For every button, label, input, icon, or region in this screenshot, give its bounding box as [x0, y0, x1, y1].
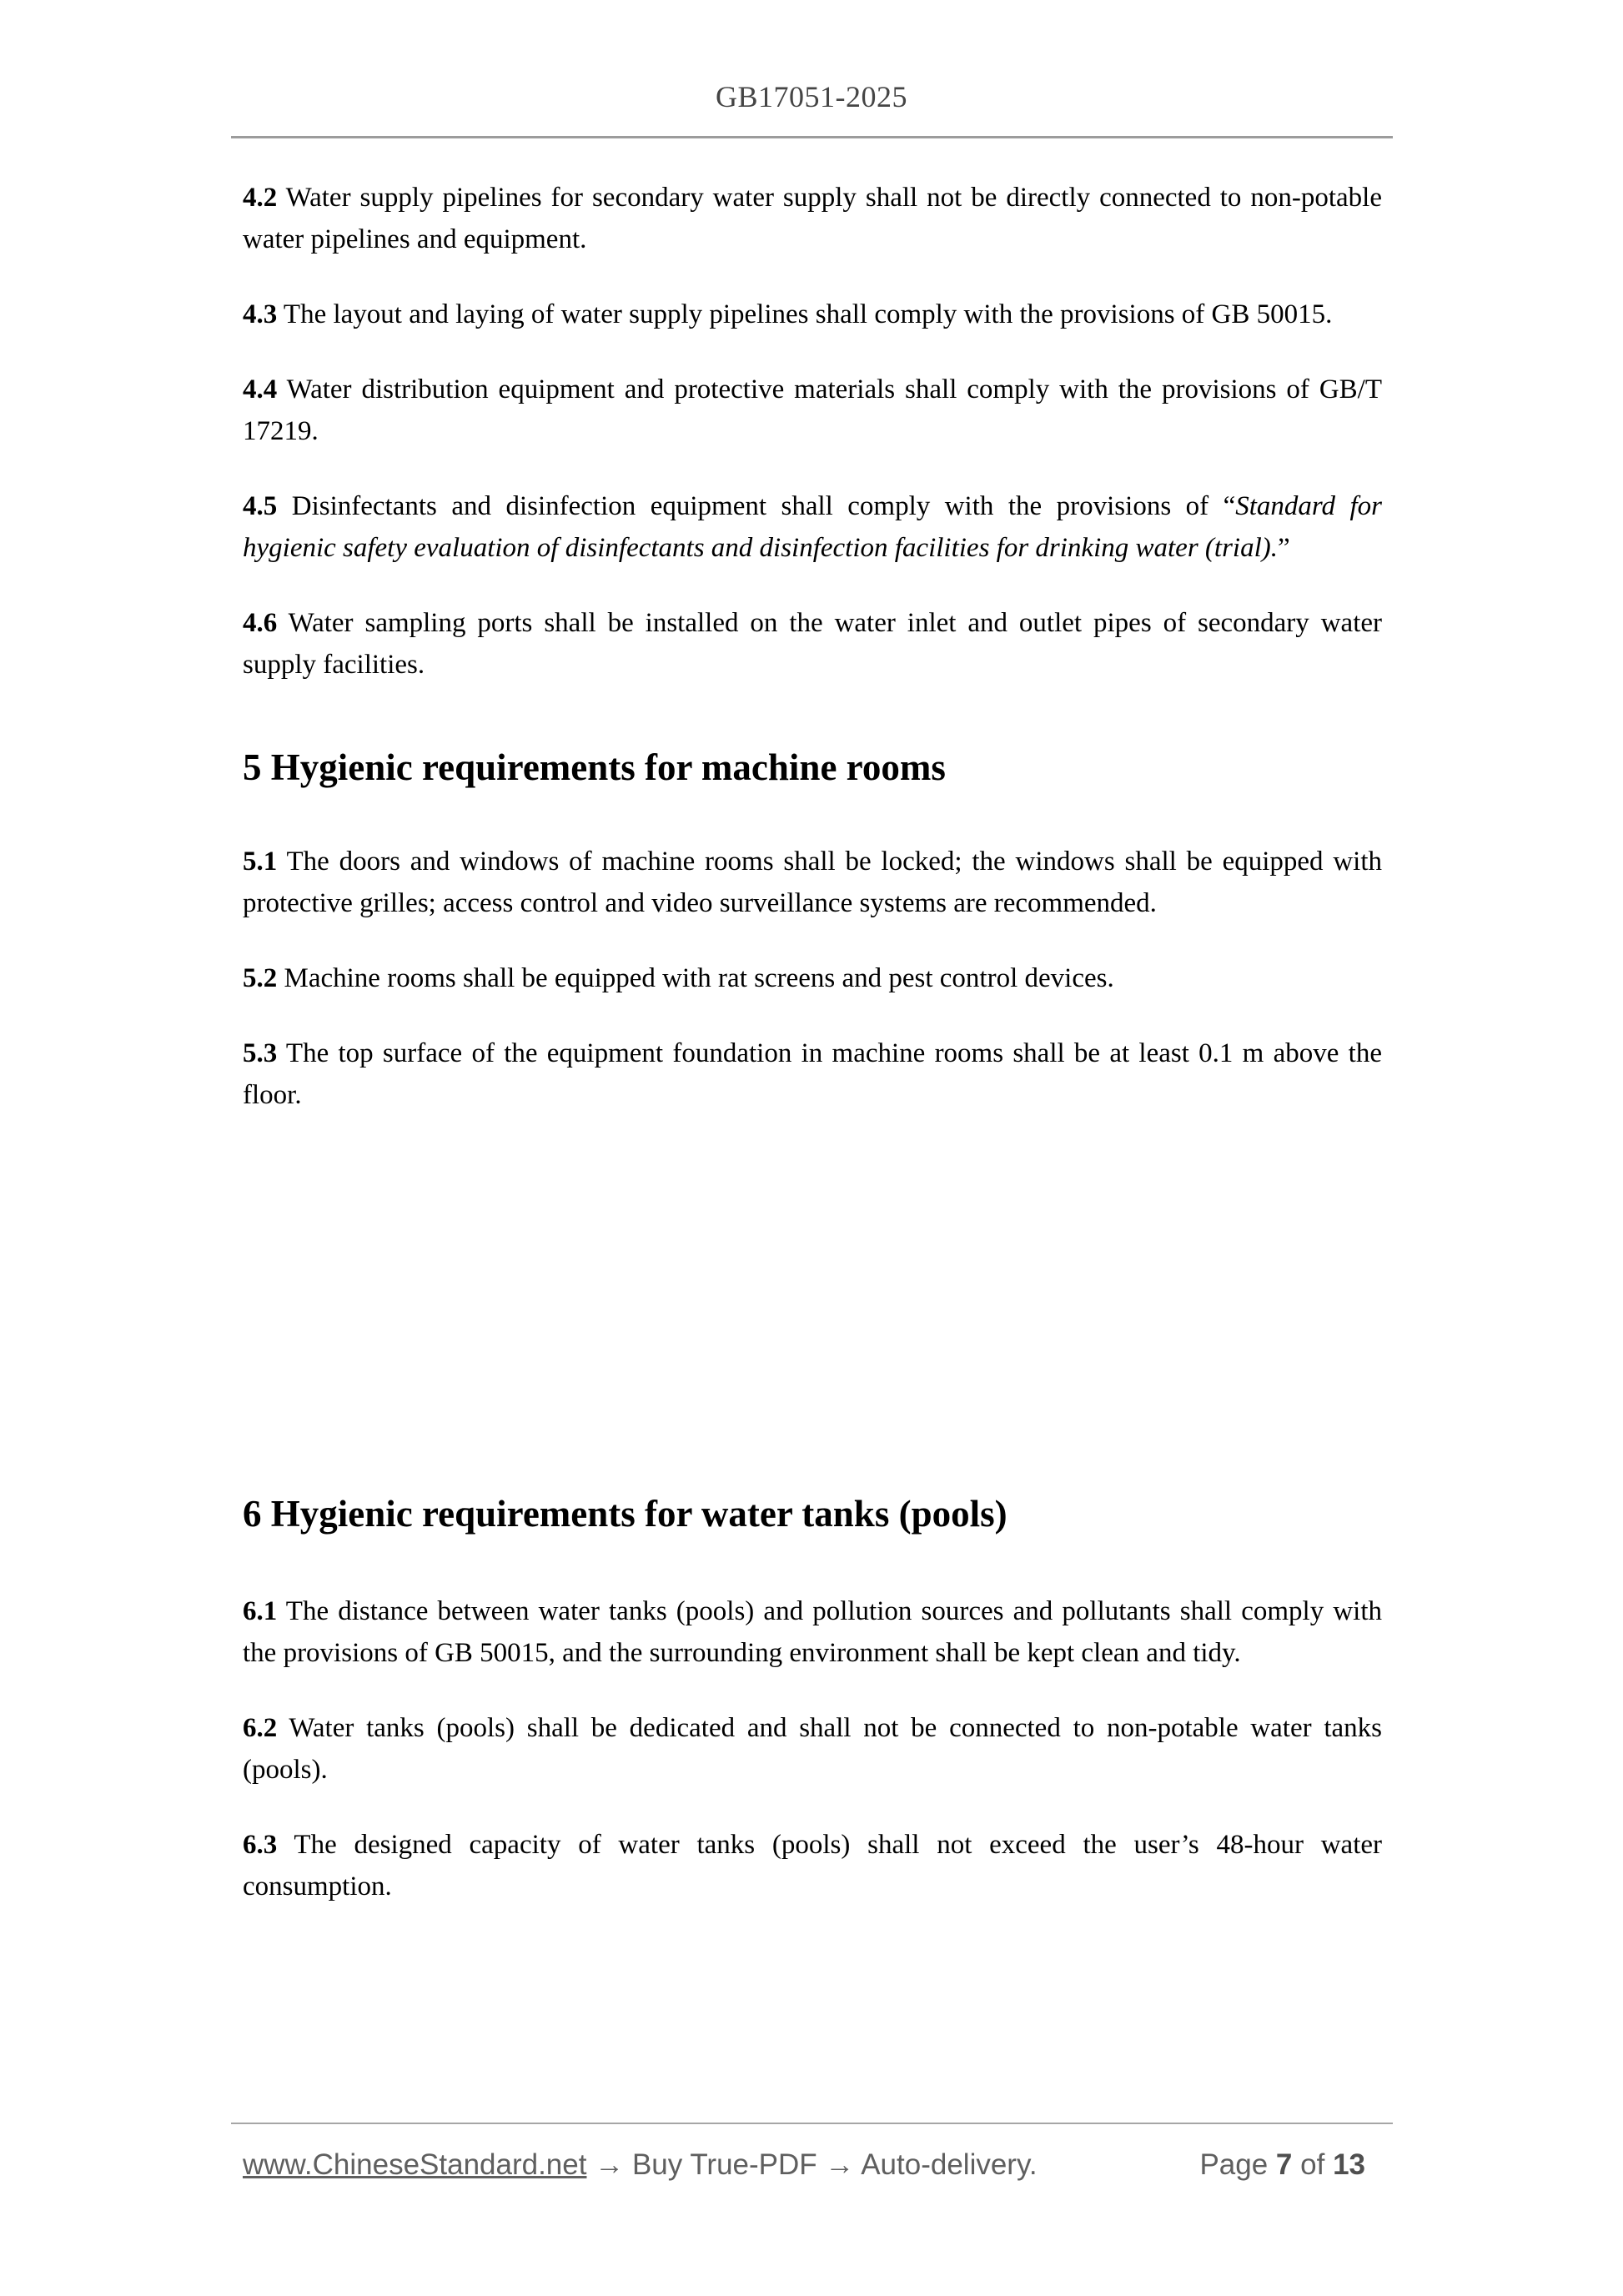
clause-text: The distance between water tanks (pools) and pollution sources and pollutants shall comply with the provisions of GB 50015, and the surrounding environment shall be kept clean and tidy.: [243, 1596, 1382, 1668]
clause-number: 4.3: [243, 299, 278, 329]
clause-number: 6.3: [243, 1830, 278, 1860]
clause-text: The top surface of the equipment foundation in machine rooms shall be at least 0.1 m above the floor.: [243, 1038, 1382, 1110]
clause-5-3: [243, 1032, 1382, 1116]
footer-buy-text: Buy True-PDF: [631, 2148, 817, 2181]
page-number-total: 13: [1333, 2148, 1365, 2181]
page-label: Page: [1199, 2148, 1269, 2181]
clause-5-1: [243, 841, 1382, 924]
clause-number: 4.4: [243, 374, 278, 404]
clause-4-2: [243, 177, 1382, 260]
clause-text: Water distribution equipment and protective materials shall comply with the provisions of GB/T 17219.: [243, 374, 1383, 446]
clause-5-2: [243, 957, 1382, 999]
clause-number: 5.1: [243, 847, 278, 877]
clause-text: Machine rooms shall be equipped with rat screens and pest control devices.: [284, 963, 1114, 993]
page-indicator: [1199, 2147, 1382, 2183]
clause-text: Water tanks (pools) shall be dedicated and shall not be connected to non-potable water tanks (pools).: [243, 1713, 1383, 1785]
clause-number: 5.2: [243, 963, 278, 993]
footer-divider-line: [231, 2123, 1393, 2124]
arrow-right-icon: →: [825, 2148, 855, 2181]
clause-number: 4.2: [243, 183, 278, 213]
clause-number: 4.6: [243, 608, 278, 638]
clause-number: 6.2: [243, 1713, 278, 1743]
clause-number: 4.5: [243, 491, 278, 521]
of-label: of: [1300, 2148, 1325, 2181]
clause-number: 6.1: [243, 1596, 278, 1626]
clause-text: Water sampling ports shall be installed on the water inlet and outlet pipes of secondary water supply facilities.: [243, 608, 1382, 680]
document-body: [243, 177, 1382, 1941]
footer-delivery-text: Auto-delivery.: [861, 2148, 1038, 2181]
header-divider-line: [231, 136, 1393, 138]
clause-text-closing-quote: ”: [1278, 533, 1290, 563]
clause-text: Disinfectants and disinfection equipment shall comply with the provisions of “: [291, 491, 1236, 521]
clause-4-4: [243, 369, 1382, 452]
clause-4-3: [243, 294, 1382, 335]
clause-text: The doors and windows of machine rooms shall be locked; the windows shall be equipped with protective grilles; access control and video surveillance systems are recommended.: [243, 847, 1383, 918]
arrow-right-icon: →: [595, 2148, 625, 2181]
clause-6-2: [243, 1707, 1382, 1791]
section-heading-5: 5 Hygienic requirements for machine rooms: [243, 746, 946, 788]
doc-header: [0, 78, 1623, 115]
footer-left: [243, 2147, 1038, 2183]
clause-4-5: [243, 485, 1382, 569]
page-footer: [243, 2147, 1382, 2183]
section-heading-6: 6 Hygienic requirements for water tanks (pools): [243, 1493, 1007, 1535]
footer-site-link[interactable]: www.ChineseStandard.net: [243, 2148, 587, 2181]
clause-6-3: [243, 1824, 1382, 1907]
cited-standard-title: Standard for hygienic safety evaluation of disinfectants and disinfection facilities for drinking water (trial).: [243, 491, 1383, 563]
clause-text: The layout and laying of water supply pipelines shall comply with the provisions of GB 50015.: [283, 299, 1333, 329]
doc-number: GB17051-2025: [716, 80, 907, 113]
page-number-current: 7: [1275, 2148, 1293, 2181]
clause-number: 5.3: [243, 1038, 278, 1068]
clause-text: Water supply pipelines for secondary water supply shall not be directly connected to non-potable water pipelines and equipment.: [243, 183, 1382, 254]
clause-4-6: [243, 602, 1382, 686]
clause-6-1: [243, 1590, 1382, 1674]
clause-text: The designed capacity of water tanks (pools) shall not exceed the user’s 48-hour water consumption.: [243, 1830, 1382, 1902]
